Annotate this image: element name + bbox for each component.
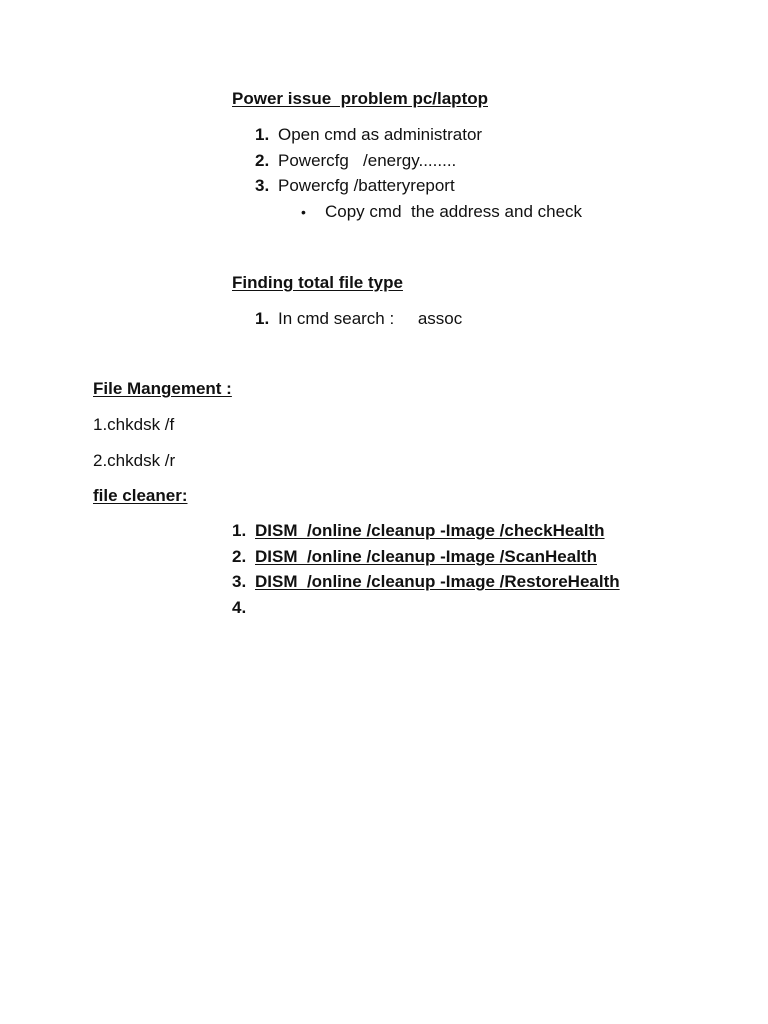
- finding-file-type-heading: Finding total file type: [232, 273, 403, 292]
- list-item-number: 2.: [232, 547, 247, 566]
- bullet-icon: •: [301, 204, 306, 220]
- command-line: 1.chkdsk /f: [93, 415, 175, 434]
- dism-command-item: DISM /online /cleanup -Image /checkHealth: [255, 521, 605, 540]
- list-item-number: 4.: [232, 598, 247, 617]
- list-item: In cmd search : assoc: [278, 309, 463, 328]
- list-item-number: 2.: [255, 151, 270, 170]
- dism-command-item: DISM /online /cleanup -Image /RestoreHealth: [255, 572, 620, 591]
- list-item-number: 3.: [255, 176, 270, 195]
- list-item: Open cmd as administrator: [278, 125, 483, 144]
- bullet-item: Copy cmd the address and check: [325, 202, 583, 221]
- power-issue-heading: Power issue problem pc/laptop: [232, 89, 488, 108]
- list-item: Powercfg /batteryreport: [278, 176, 455, 195]
- list-item-number: 1.: [232, 521, 247, 540]
- list-item-number: 1.: [255, 309, 270, 328]
- list-item-number: 1.: [255, 125, 270, 144]
- list-item: Powercfg /energy........: [278, 151, 457, 170]
- file-cleaner-heading: file cleaner:: [93, 486, 188, 505]
- file-management-heading: File Mangement :: [93, 379, 232, 398]
- dism-command-item: DISM /online /cleanup -Image /ScanHealth: [255, 547, 597, 566]
- command-line: 2.chkdsk /r: [93, 451, 176, 470]
- list-item-number: 3.: [232, 572, 247, 591]
